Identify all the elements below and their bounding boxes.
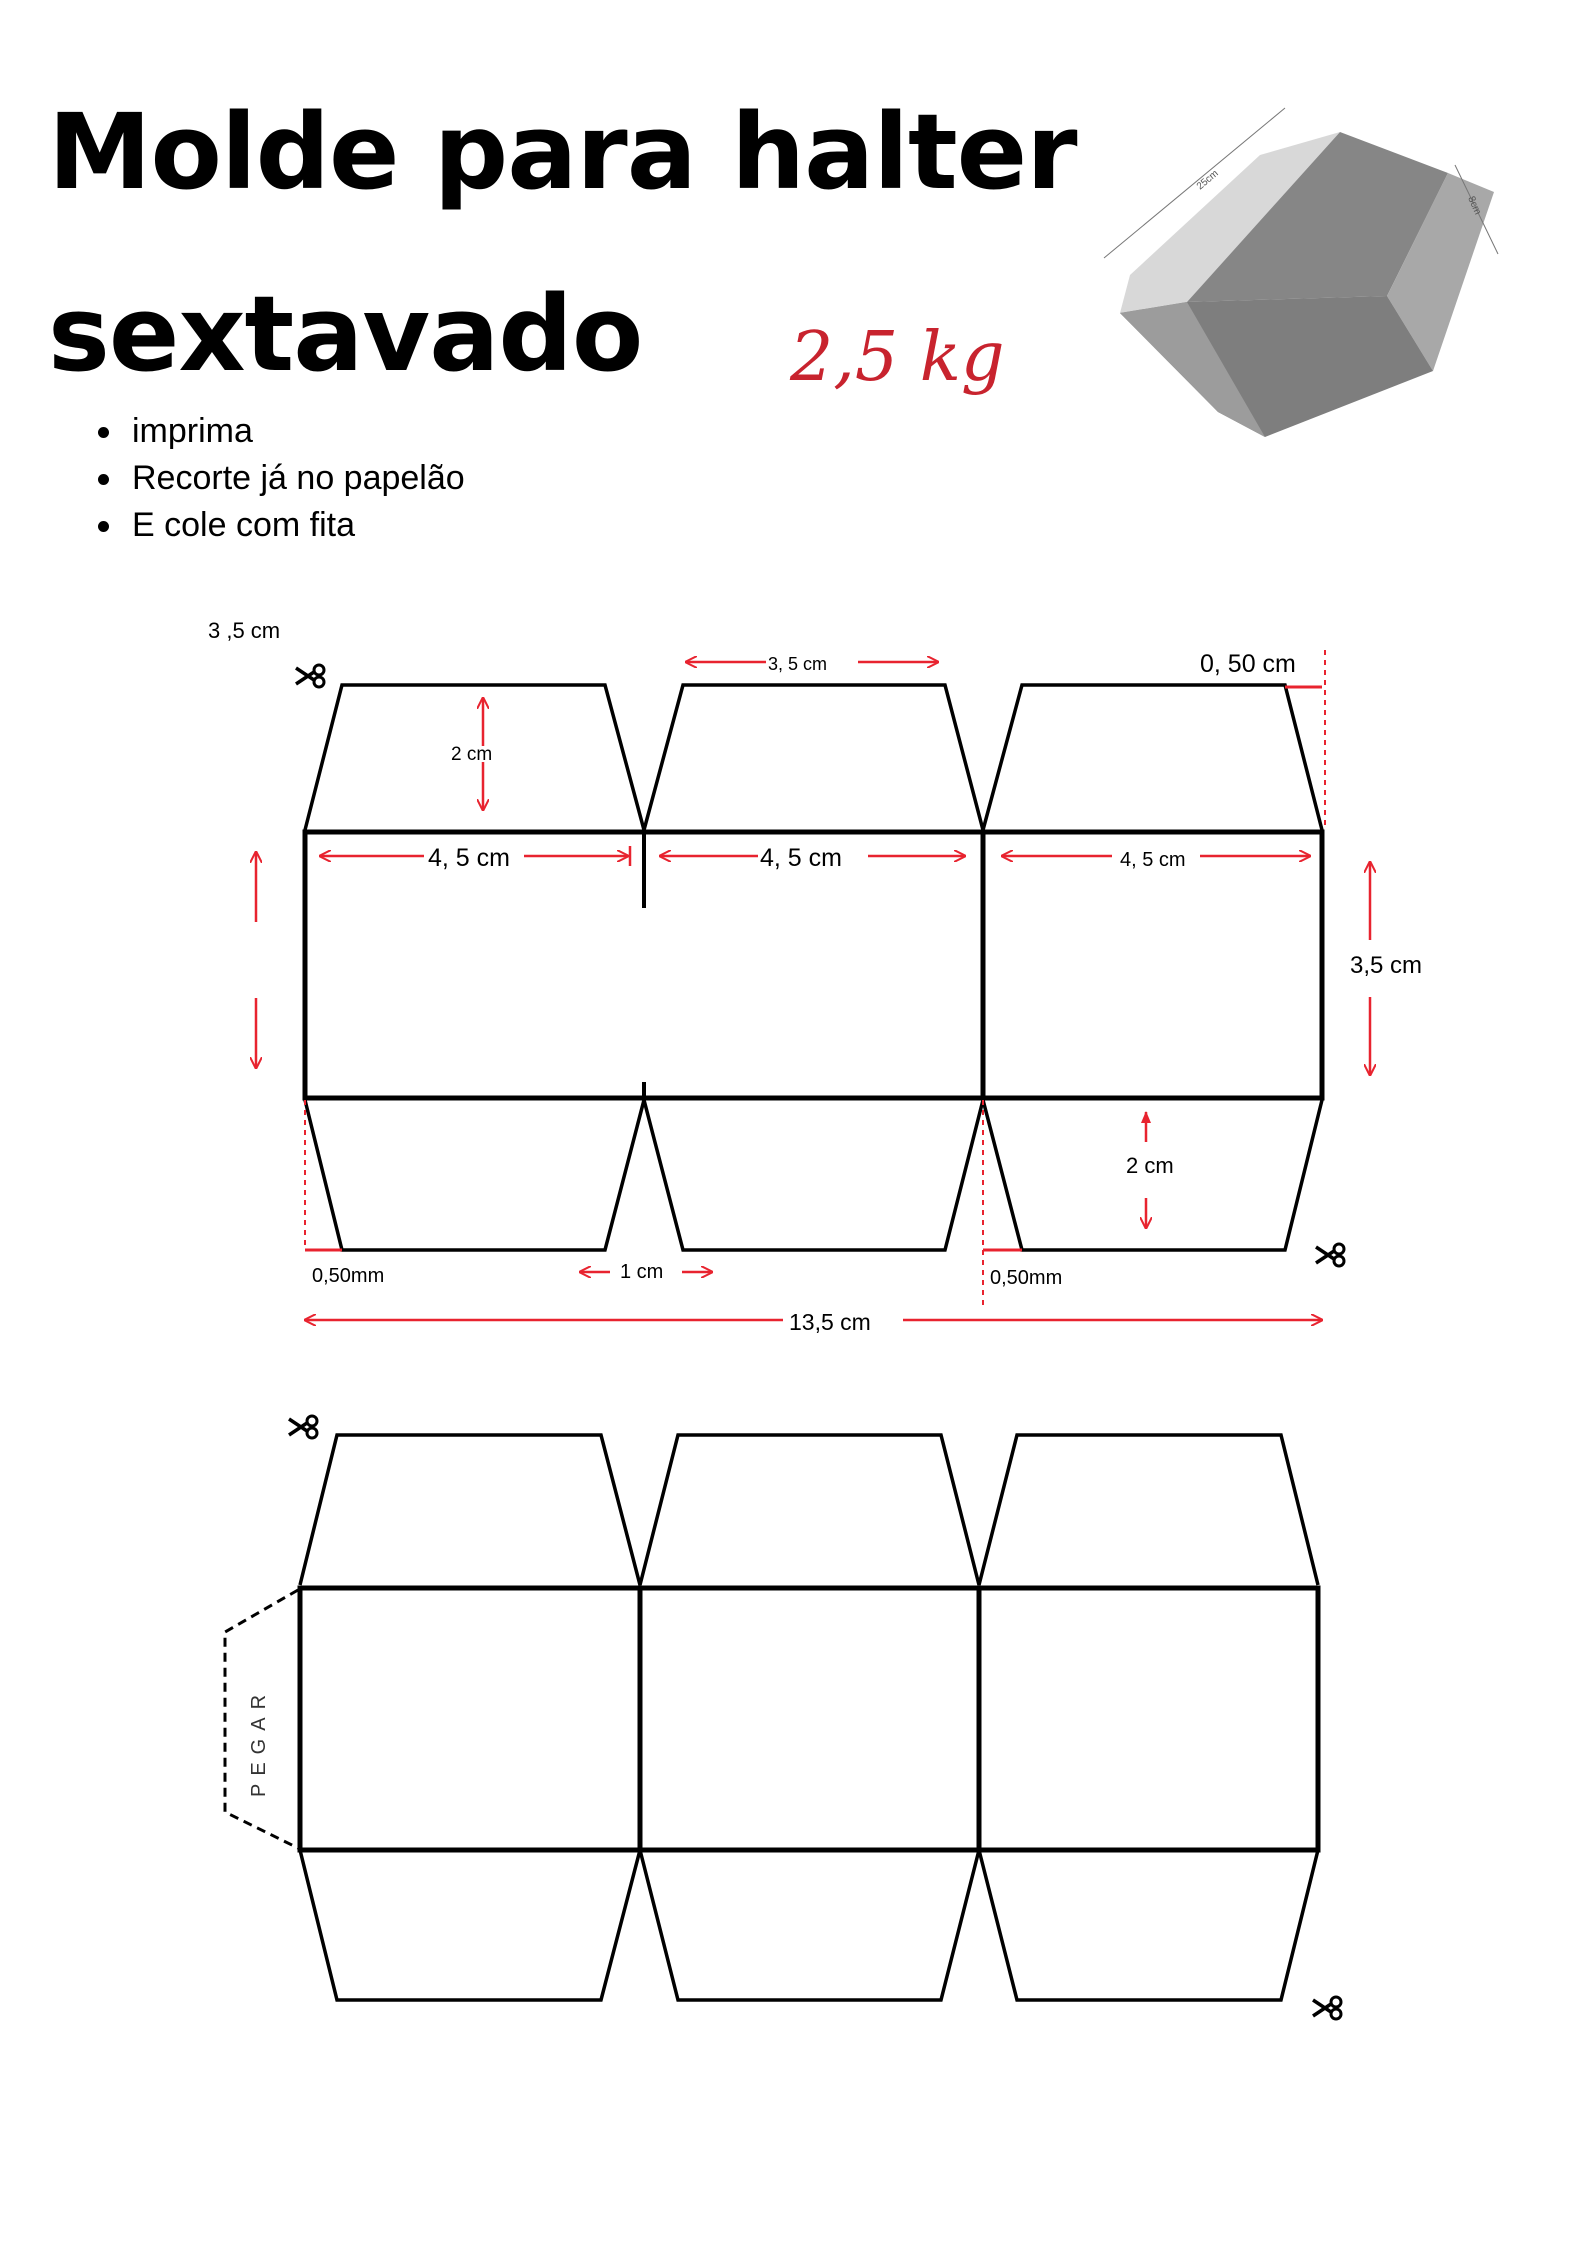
instruction-item: E cole com fita [92, 502, 465, 549]
scissors-icon [1316, 1244, 1344, 1266]
flap-height-bottom-label: 2 cm [1126, 1153, 1174, 1178]
weight-label: 2,5 kg [790, 318, 1005, 397]
top-middle-width-label: 3, 5 cm [768, 654, 828, 674]
top-flaps-outline [300, 1435, 1318, 1585]
length-label: 25cm [1194, 168, 1221, 193]
panel-width-middle-label: 4, 5 cm [760, 844, 842, 872]
flap-height-top-label: 2 cm [451, 744, 493, 765]
glue-tab-label: PEGAR [248, 1686, 270, 1797]
panel-width-right-label: 4, 5 cm [1120, 849, 1186, 871]
scissors-icon [289, 1416, 317, 1438]
panel-height-label: 3,5 cm [1350, 952, 1423, 979]
gap-label: 1 cm [620, 1261, 664, 1283]
bottom-right-offset-label: 0,50mm [990, 1267, 1063, 1289]
scissors-icon [296, 665, 324, 687]
total-width-label: 13,5 cm [789, 1309, 871, 1335]
panel-band [300, 1588, 1318, 1850]
scissors-icon [1313, 1997, 1341, 2019]
template-1-dimensions [256, 650, 1370, 1320]
height-label: 8cm [1465, 194, 1483, 217]
instruction-item: imprima [92, 408, 465, 455]
top-right-offset-label: 0, 50 cm [1200, 650, 1296, 678]
bottom-flaps-outline [300, 1850, 1318, 2000]
template-2-outline [225, 1435, 1318, 2000]
template-1 [208, 618, 1422, 1335]
bottom-left-offset-label: 0,50mm [312, 1265, 385, 1287]
template-1-labels [208, 618, 1422, 1335]
top-left-width-label: 3 ,5 cm [208, 618, 281, 643]
panel-width-left-label: 4, 5 cm [428, 844, 510, 872]
hexagon-prism-illustration [1104, 108, 1498, 437]
template-2 [225, 1416, 1341, 2019]
title-line-1: Molde para halter [48, 91, 1077, 213]
title-line-2: sextavado [48, 273, 643, 395]
instruction-item: Recorte já no papelão [92, 455, 465, 502]
